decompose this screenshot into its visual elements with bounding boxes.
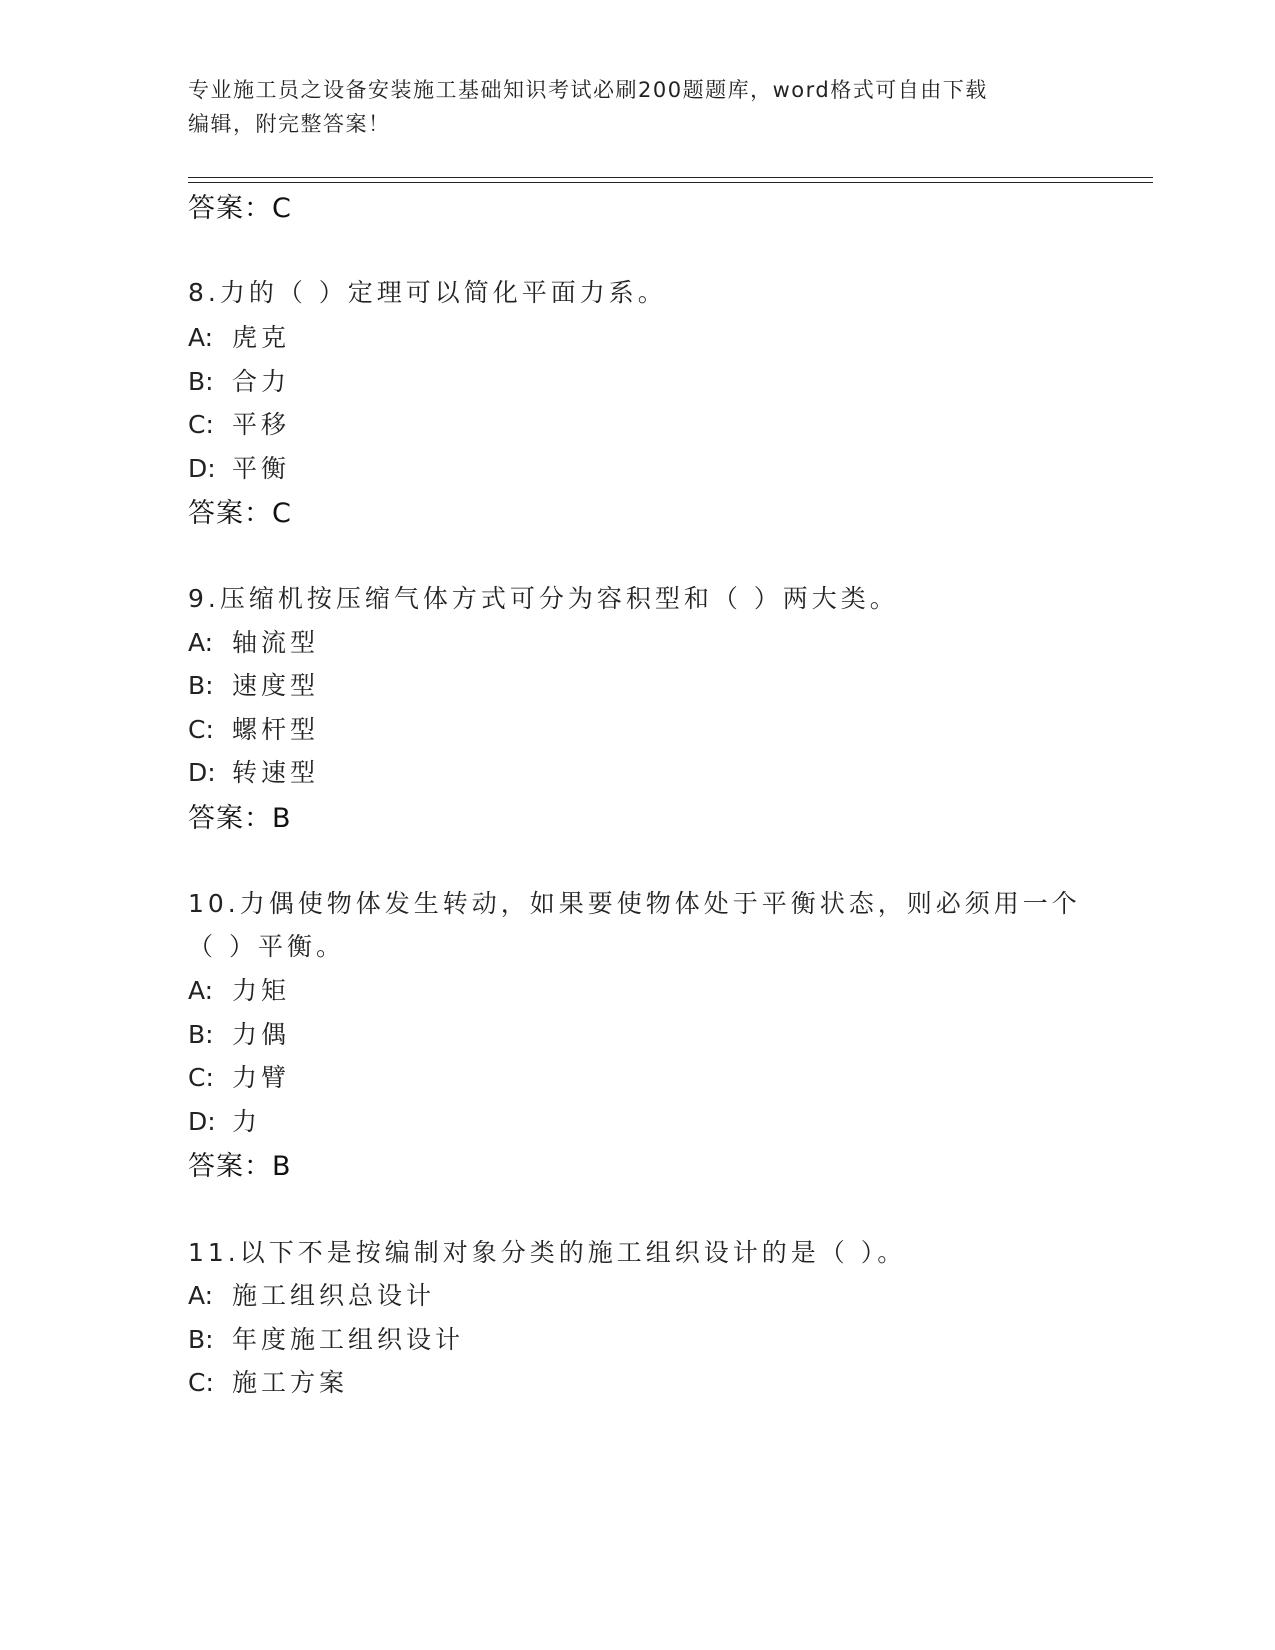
header-line-1: 专业施工员之设备安装施工基础知识考试必刷200题题库，word格式可自由下载 xyxy=(188,78,988,102)
option-text: 虎克 xyxy=(232,323,291,352)
option-row xyxy=(188,362,290,398)
option-text: 施工方案 xyxy=(232,1368,349,1397)
option-row xyxy=(188,1276,435,1312)
question-stem-continued: （ ）平衡。 xyxy=(188,932,345,961)
header-divider-bottom xyxy=(188,182,1153,183)
question-stem: 11.以下不是按编制对象分类的施工组织设计的是（ ）。 xyxy=(188,1238,907,1267)
option-row xyxy=(188,1058,290,1094)
option-letter: C: xyxy=(188,410,214,439)
option-letter: D: xyxy=(188,1107,216,1136)
option-letter: C: xyxy=(188,715,214,744)
option-text: 力矩 xyxy=(232,976,291,1005)
option-letter: C: xyxy=(188,1063,214,1092)
option-row xyxy=(188,1102,261,1138)
option-row xyxy=(188,449,290,485)
option-row xyxy=(188,405,290,441)
option-text: 年度施工组织设计 xyxy=(232,1325,465,1354)
option-row xyxy=(188,753,319,789)
option-text: 力偶 xyxy=(232,1020,291,1049)
option-text: 平移 xyxy=(232,410,291,439)
option-text: 合力 xyxy=(232,367,291,396)
answer-line: 答案：B xyxy=(188,1151,292,1182)
answer-line: 答案：B xyxy=(188,803,292,834)
option-text: 平衡 xyxy=(232,454,291,483)
question-stem: 8.力的（ ）定理可以简化平面力系。 xyxy=(188,278,667,307)
option-text: 轴流型 xyxy=(232,628,320,657)
option-text: 速度型 xyxy=(232,671,320,700)
option-row xyxy=(188,1320,464,1356)
option-text: 螺杆型 xyxy=(232,715,320,744)
answer-line: 答案：C xyxy=(188,498,292,529)
option-row xyxy=(188,318,290,354)
option-row xyxy=(188,710,319,746)
option-letter: B: xyxy=(188,671,214,700)
option-letter: A: xyxy=(188,628,214,657)
option-text: 转速型 xyxy=(232,758,320,787)
option-letter: D: xyxy=(188,758,216,787)
option-row xyxy=(188,1363,348,1399)
option-row xyxy=(188,623,319,659)
option-letter: A: xyxy=(188,323,214,352)
option-letter: B: xyxy=(188,1325,214,1354)
option-letter: B: xyxy=(188,367,214,396)
option-text: 力臂 xyxy=(232,1063,291,1092)
header-line-2: 编辑，附完整答案！ xyxy=(188,112,391,136)
answer-line: 答案：C xyxy=(188,193,292,224)
option-letter: D: xyxy=(188,454,216,483)
document-header xyxy=(188,73,1068,141)
option-row xyxy=(188,666,319,702)
option-letter: A: xyxy=(188,976,214,1005)
option-letter: C: xyxy=(188,1368,214,1397)
option-letter: A: xyxy=(188,1281,214,1310)
header-divider-top xyxy=(188,177,1153,178)
question-stem: 10.力偶使物体发生转动，如果要使物体处于平衡状态，则必须用一个 xyxy=(188,889,1081,918)
option-row xyxy=(188,1015,290,1051)
option-text: 施工组织总设计 xyxy=(232,1281,436,1310)
option-row xyxy=(188,971,290,1007)
option-letter: B: xyxy=(188,1020,214,1049)
option-text: 力 xyxy=(232,1107,262,1136)
question-stem: 9.压缩机按压缩气体方式可分为容积型和（ ）两大类。 xyxy=(188,584,899,613)
